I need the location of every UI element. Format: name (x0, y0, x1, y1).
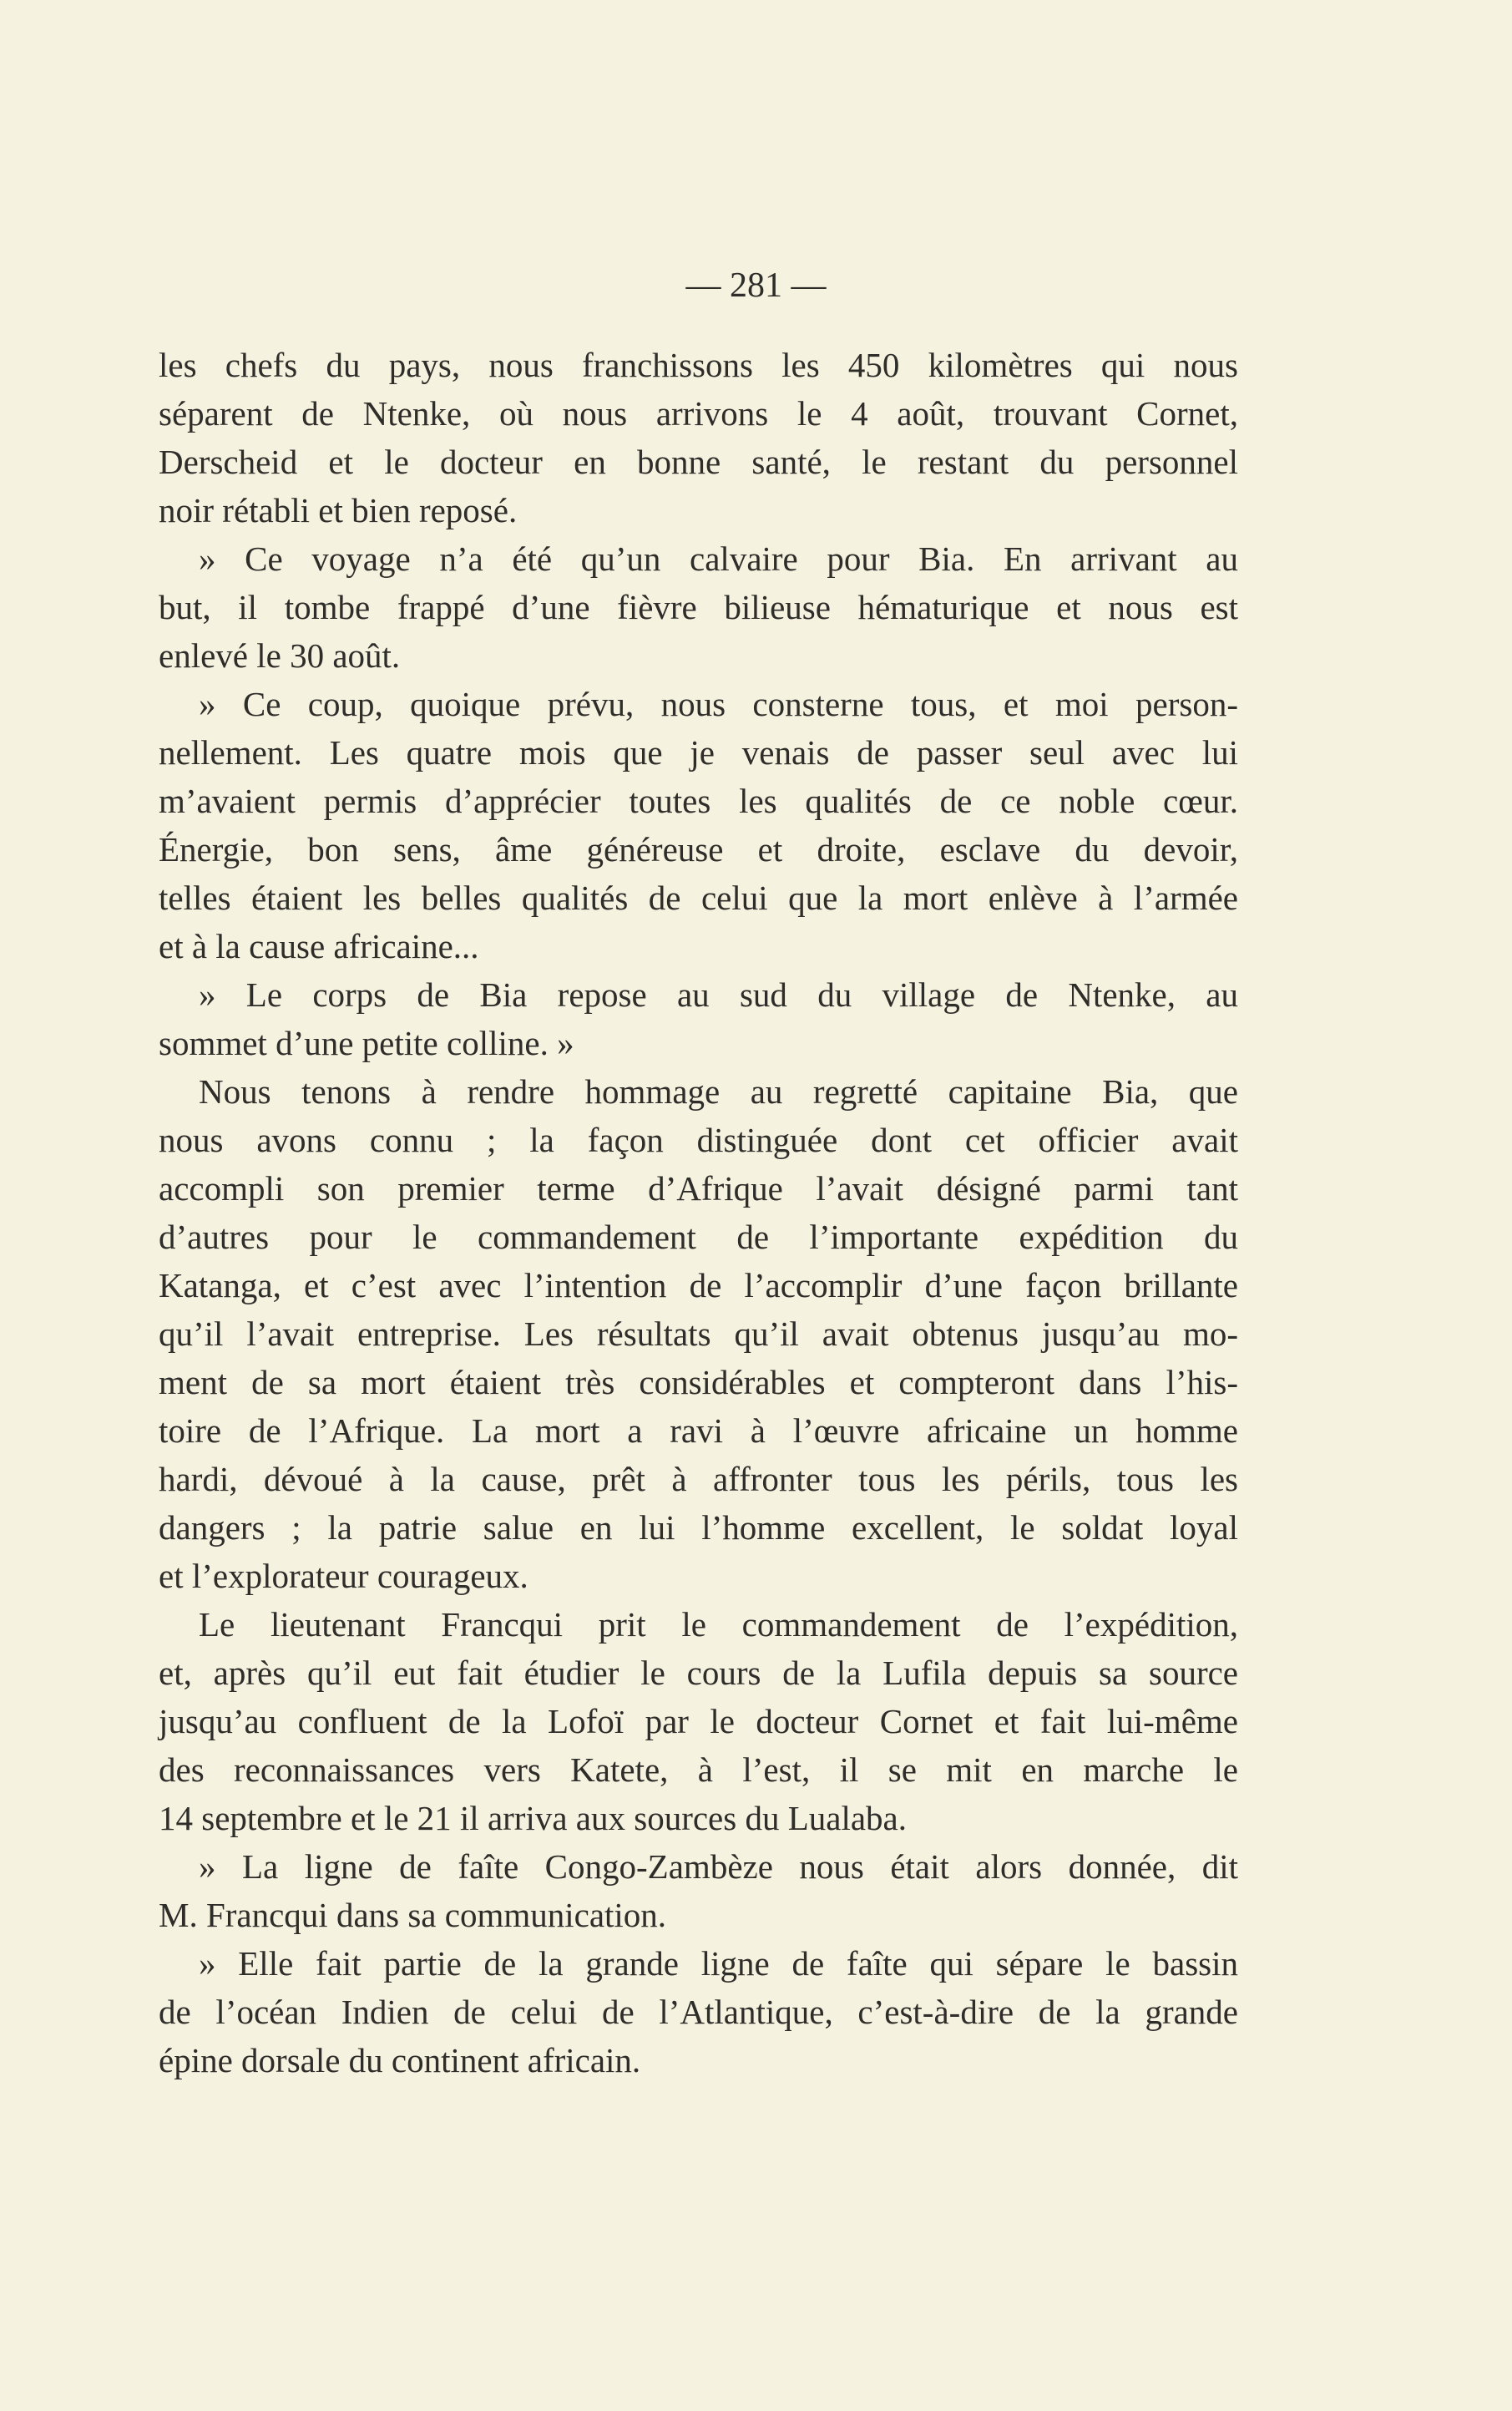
text-line: d’autres pour le commandement de l’importante expédition du (159, 1218, 1238, 1256)
text-line: des reconnaissances vers Katete, à l’est, il se mit en marche le (159, 1750, 1238, 1789)
text-line: » Ce voyage n’a été qu’un calvaire pour Bia. En arrivant au (199, 539, 1238, 578)
text-line: » Le corps de Bia repose au sud du village de Ntenke, au (199, 975, 1238, 1014)
text-line: m’avaient permis d’apprécier toutes les qualités de ce noble cœur. (159, 782, 1238, 820)
text-line: ment de sa mort étaient très considérables et compteront dans l’his- (159, 1363, 1238, 1401)
text-line: but, il tombe frappé d’une fièvre bilieuse hématurique et nous est (159, 588, 1238, 626)
text-line: et l’explorateur courageux. (159, 1557, 528, 1595)
page-number: — 281 — (685, 266, 827, 305)
text-line: dangers ; la patrie salue en lui l’homme excellent, le soldat loyal (159, 1508, 1238, 1547)
text-line: nellement. Les quatre mois que je venais de passer seul avec lui (159, 733, 1238, 772)
text-line: Nous tenons à rendre hommage au regretté capitaine Bia, que (199, 1072, 1238, 1111)
text-line: » Ce coup, quoique prévu, nous consterne tous, et moi person- (199, 685, 1238, 723)
text-line: enlevé le 30 août. (159, 636, 401, 675)
text-line: Derscheid et le docteur en bonne santé, le restant du personnel (159, 443, 1238, 481)
text-line: de l’océan Indien de celui de l’Atlantique, c’est-à-dire de la grande (159, 1993, 1238, 2031)
text-line: » La ligne de faîte Congo-Zambèze nous était alors donnée, dit (199, 1847, 1238, 1886)
text-line: nous avons connu ; la façon distinguée dont cet officier avait (159, 1121, 1238, 1159)
text-line: telles étaient les belles qualités de celui que la mort enlève à l’armée (159, 879, 1238, 917)
text-line: Énergie, bon sens, âme généreuse et droite, esclave du devoir, (159, 830, 1238, 869)
text-line: M. Francqui dans sa communication. (159, 1896, 667, 1934)
text-line: les chefs du pays, nous franchissons les 450 kilomètres qui nous (159, 346, 1238, 384)
text-line: séparent de Ntenke, où nous arrivons le 4 août, trouvant Cornet, (159, 394, 1238, 433)
text-line: » Elle fait partie de la grande ligne de faîte qui sépare le bassin (199, 1944, 1238, 1983)
text-line: épine dorsale du continent africain. (159, 2041, 641, 2079)
text-line: sommet d’une petite colline. » (159, 1024, 574, 1062)
text-line: 14 septembre et le 21 il arriva aux sources du Lualaba. (159, 1799, 907, 1837)
body-text (159, 341, 1238, 2084)
text-line: qu’il l’avait entreprise. Les résultats qu’il avait obtenus jusqu’au mo- (159, 1314, 1238, 1353)
text-line: hardi, dévoué à la cause, prêt à affronter tous les périls, tous les (159, 1460, 1238, 1498)
text-line: Katanga, et c’est avec l’intention de l’accomplir d’une façon brillante (159, 1266, 1238, 1304)
text-line: noir rétabli et bien reposé. (159, 491, 518, 529)
text-line: toire de l’Afrique. La mort a ravi à l’œuvre africaine un homme (159, 1411, 1238, 1450)
text-line: jusqu’au confluent de la Lofoï par le docteur Cornet et fait lui-même (159, 1702, 1238, 1740)
text-line: accompli son premier terme d’Afrique l’avait désigné parmi tant (159, 1169, 1238, 1208)
text-line: Le lieutenant Francqui prit le commandement de l’expédition, (199, 1605, 1238, 1644)
text-line: et, après qu’il eut fait étudier le cours de la Lufila depuis sa source (159, 1654, 1238, 1692)
text-line: et à la cause africaine... (159, 927, 479, 965)
